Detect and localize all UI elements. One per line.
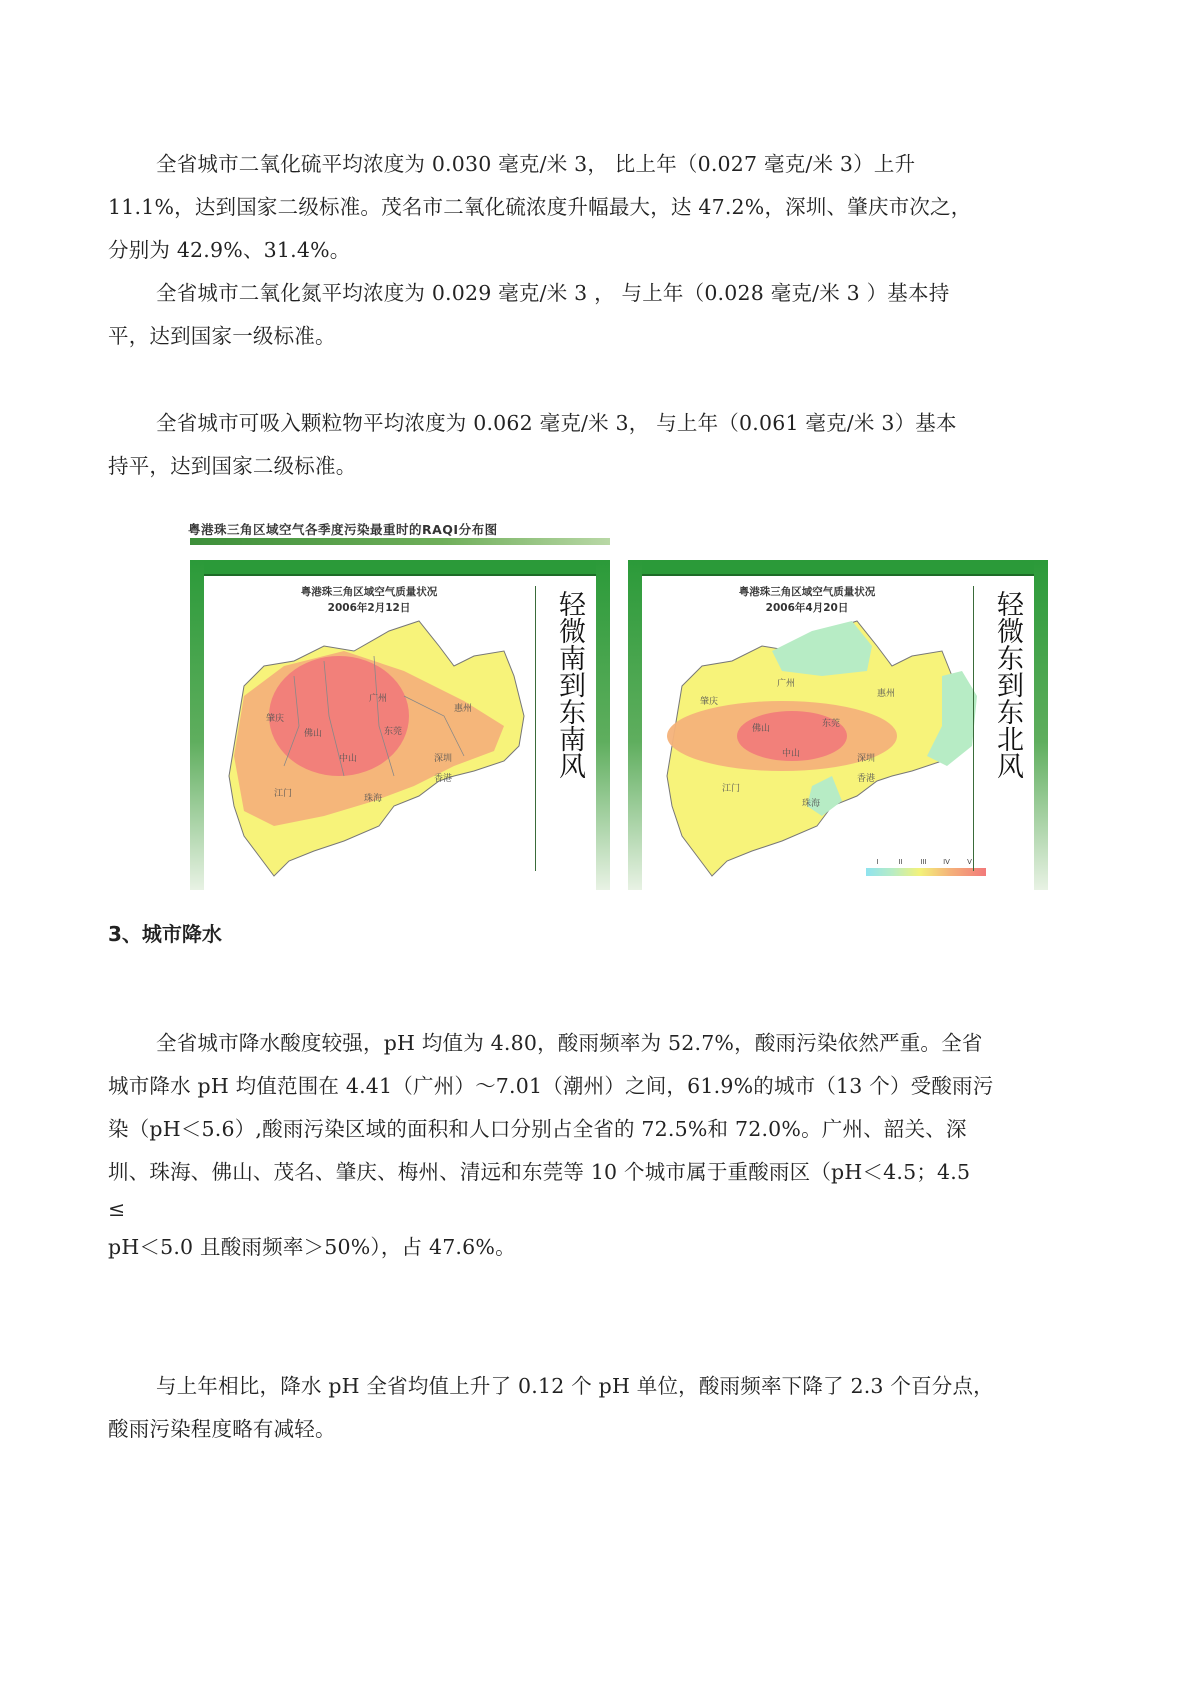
map-zone-level-ii-north — [772, 621, 872, 676]
map-area — [204, 574, 596, 890]
comparison-line-1: 与上年相比，降水 pH 全省均值上升了 0.12 个 pH 单位，酸雨频率下降了 2.3 个百分点， — [156, 1374, 994, 1398]
wind-direction-feb: 轻微南到东南风 — [554, 590, 585, 779]
wind-box-feb — [535, 586, 592, 871]
comparison-line-2: 酸雨污染程度略有减轻。 — [108, 1417, 336, 1441]
map-date: 2006年4月20日 — [765, 602, 849, 614]
map-heading: 粤港珠三角区域空气质量状况 — [300, 586, 438, 598]
panel-frame-top — [190, 560, 610, 574]
map-title-apr — [642, 584, 972, 616]
city-label: 中山 — [339, 754, 358, 764]
panel-frame-right — [596, 560, 610, 890]
map-date: 2006年2月12日 — [327, 602, 411, 614]
pm-line-1: 全省城市可吸入颗粒物平均浓度为 0.062 毫克/米 3， 与上年（0.061 毫克/米 3）基本 — [156, 411, 957, 435]
city-label: 东莞 — [384, 727, 403, 737]
figure-title-bar — [190, 538, 610, 545]
acid-rain-line-6: pH＜5.0 且酸雨频率＞50%），占 47.6%。 — [108, 1235, 516, 1259]
acid-rain-line-1: 全省城市降水酸度较强，pH 均值为 4.80，酸雨频率为 52.7%，酸雨污染依然严重。全省 — [156, 1031, 983, 1055]
so2-line-1: 全省城市二氧化硫平均浓度为 0.030 毫克/米 3， 比上年（0.027 毫克/米 3）上升 — [156, 152, 916, 176]
acid-rain-line-5: ≤ — [108, 1197, 126, 1221]
panel-frame-right — [1034, 560, 1048, 890]
city-label: 中山 — [782, 749, 801, 759]
comparison-paragraph — [108, 1365, 1088, 1451]
no2-line-2: 平，达到国家一级标准。 — [108, 324, 336, 348]
figure-title: 粤港珠三角区域空气各季度污染最重时的RAQI分布图 — [188, 522, 498, 537]
city-label: 佛山 — [304, 729, 323, 739]
city-label: 香港 — [857, 774, 876, 784]
acid-rain-line-2: 城市降水 pH 均值范围在 4.41（广州）～7.01（潮州）之间，61.9%的城市（13 个）受酸雨污 — [108, 1074, 994, 1098]
so2-line-2: 11.1%，达到国家二级标准。茂名市二氧化硫浓度升幅最大，达 47.2%，深圳、肇庆市次之， — [108, 195, 972, 219]
panel-frame-left — [190, 560, 204, 890]
map-panel-feb — [190, 560, 610, 890]
map-panel-apr — [628, 560, 1048, 890]
acid-rain-paragraph — [108, 1022, 1088, 1270]
legend-tick: IV — [943, 858, 950, 866]
city-label: 江门 — [722, 784, 741, 794]
panel-frame-top — [628, 560, 1048, 574]
wind-direction-apr: 轻微东到东北风 — [992, 590, 1023, 779]
so2-line-3: 分别为 42.9%、31.4%。 — [108, 238, 351, 262]
city-label: 珠海 — [802, 799, 821, 809]
acid-rain-line-3: 染（pH＜5.6）,酸雨污染区域的面积和人口分别占全省的 72.5%和 72.0%。广州、韶关、深 — [108, 1117, 967, 1141]
city-label: 珠海 — [364, 794, 383, 804]
pm-paragraph — [108, 402, 1088, 488]
no2-paragraph — [108, 272, 1088, 358]
legend-tick: III — [920, 858, 927, 866]
panel-frame-left — [628, 560, 642, 890]
city-label: 深圳 — [857, 754, 876, 764]
legend-tick: I — [876, 858, 879, 866]
section-heading: 3、城市降水 — [108, 922, 222, 946]
map-title-feb — [204, 584, 534, 616]
so2-paragraph — [108, 143, 1088, 272]
city-label: 广州 — [777, 679, 796, 689]
acid-rain-line-4: 圳、珠海、佛山、茂名、肇庆、梅州、清远和东莞等 10 个城市属于重酸雨区（pH＜4.5；4.5 — [108, 1160, 971, 1184]
map-area — [642, 574, 1034, 890]
pm-line-2: 持平，达到国家二级标准。 — [108, 454, 357, 478]
city-label: 肇庆 — [266, 714, 285, 724]
city-label: 东莞 — [822, 719, 841, 729]
city-label: 佛山 — [752, 724, 771, 734]
city-label: 惠州 — [877, 689, 896, 699]
no2-line-1: 全省城市二氧化氮平均浓度为 0.029 毫克/米 3 ， 与上年（0.028 毫克/米 3 ）基本持 — [156, 281, 950, 305]
city-label: 肇庆 — [700, 697, 719, 707]
city-label: 江门 — [274, 789, 293, 799]
raqi-color-legend — [866, 868, 986, 876]
city-label: 深圳 — [434, 754, 453, 764]
city-label: 香港 — [434, 774, 453, 784]
city-label: 广州 — [369, 694, 388, 704]
wind-box-apr — [973, 586, 1030, 871]
legend-tick: V — [967, 858, 972, 866]
map-heading: 粤港珠三角区域空气质量状况 — [738, 586, 876, 598]
legend-tick: II — [898, 858, 903, 866]
city-label: 惠州 — [454, 704, 473, 714]
